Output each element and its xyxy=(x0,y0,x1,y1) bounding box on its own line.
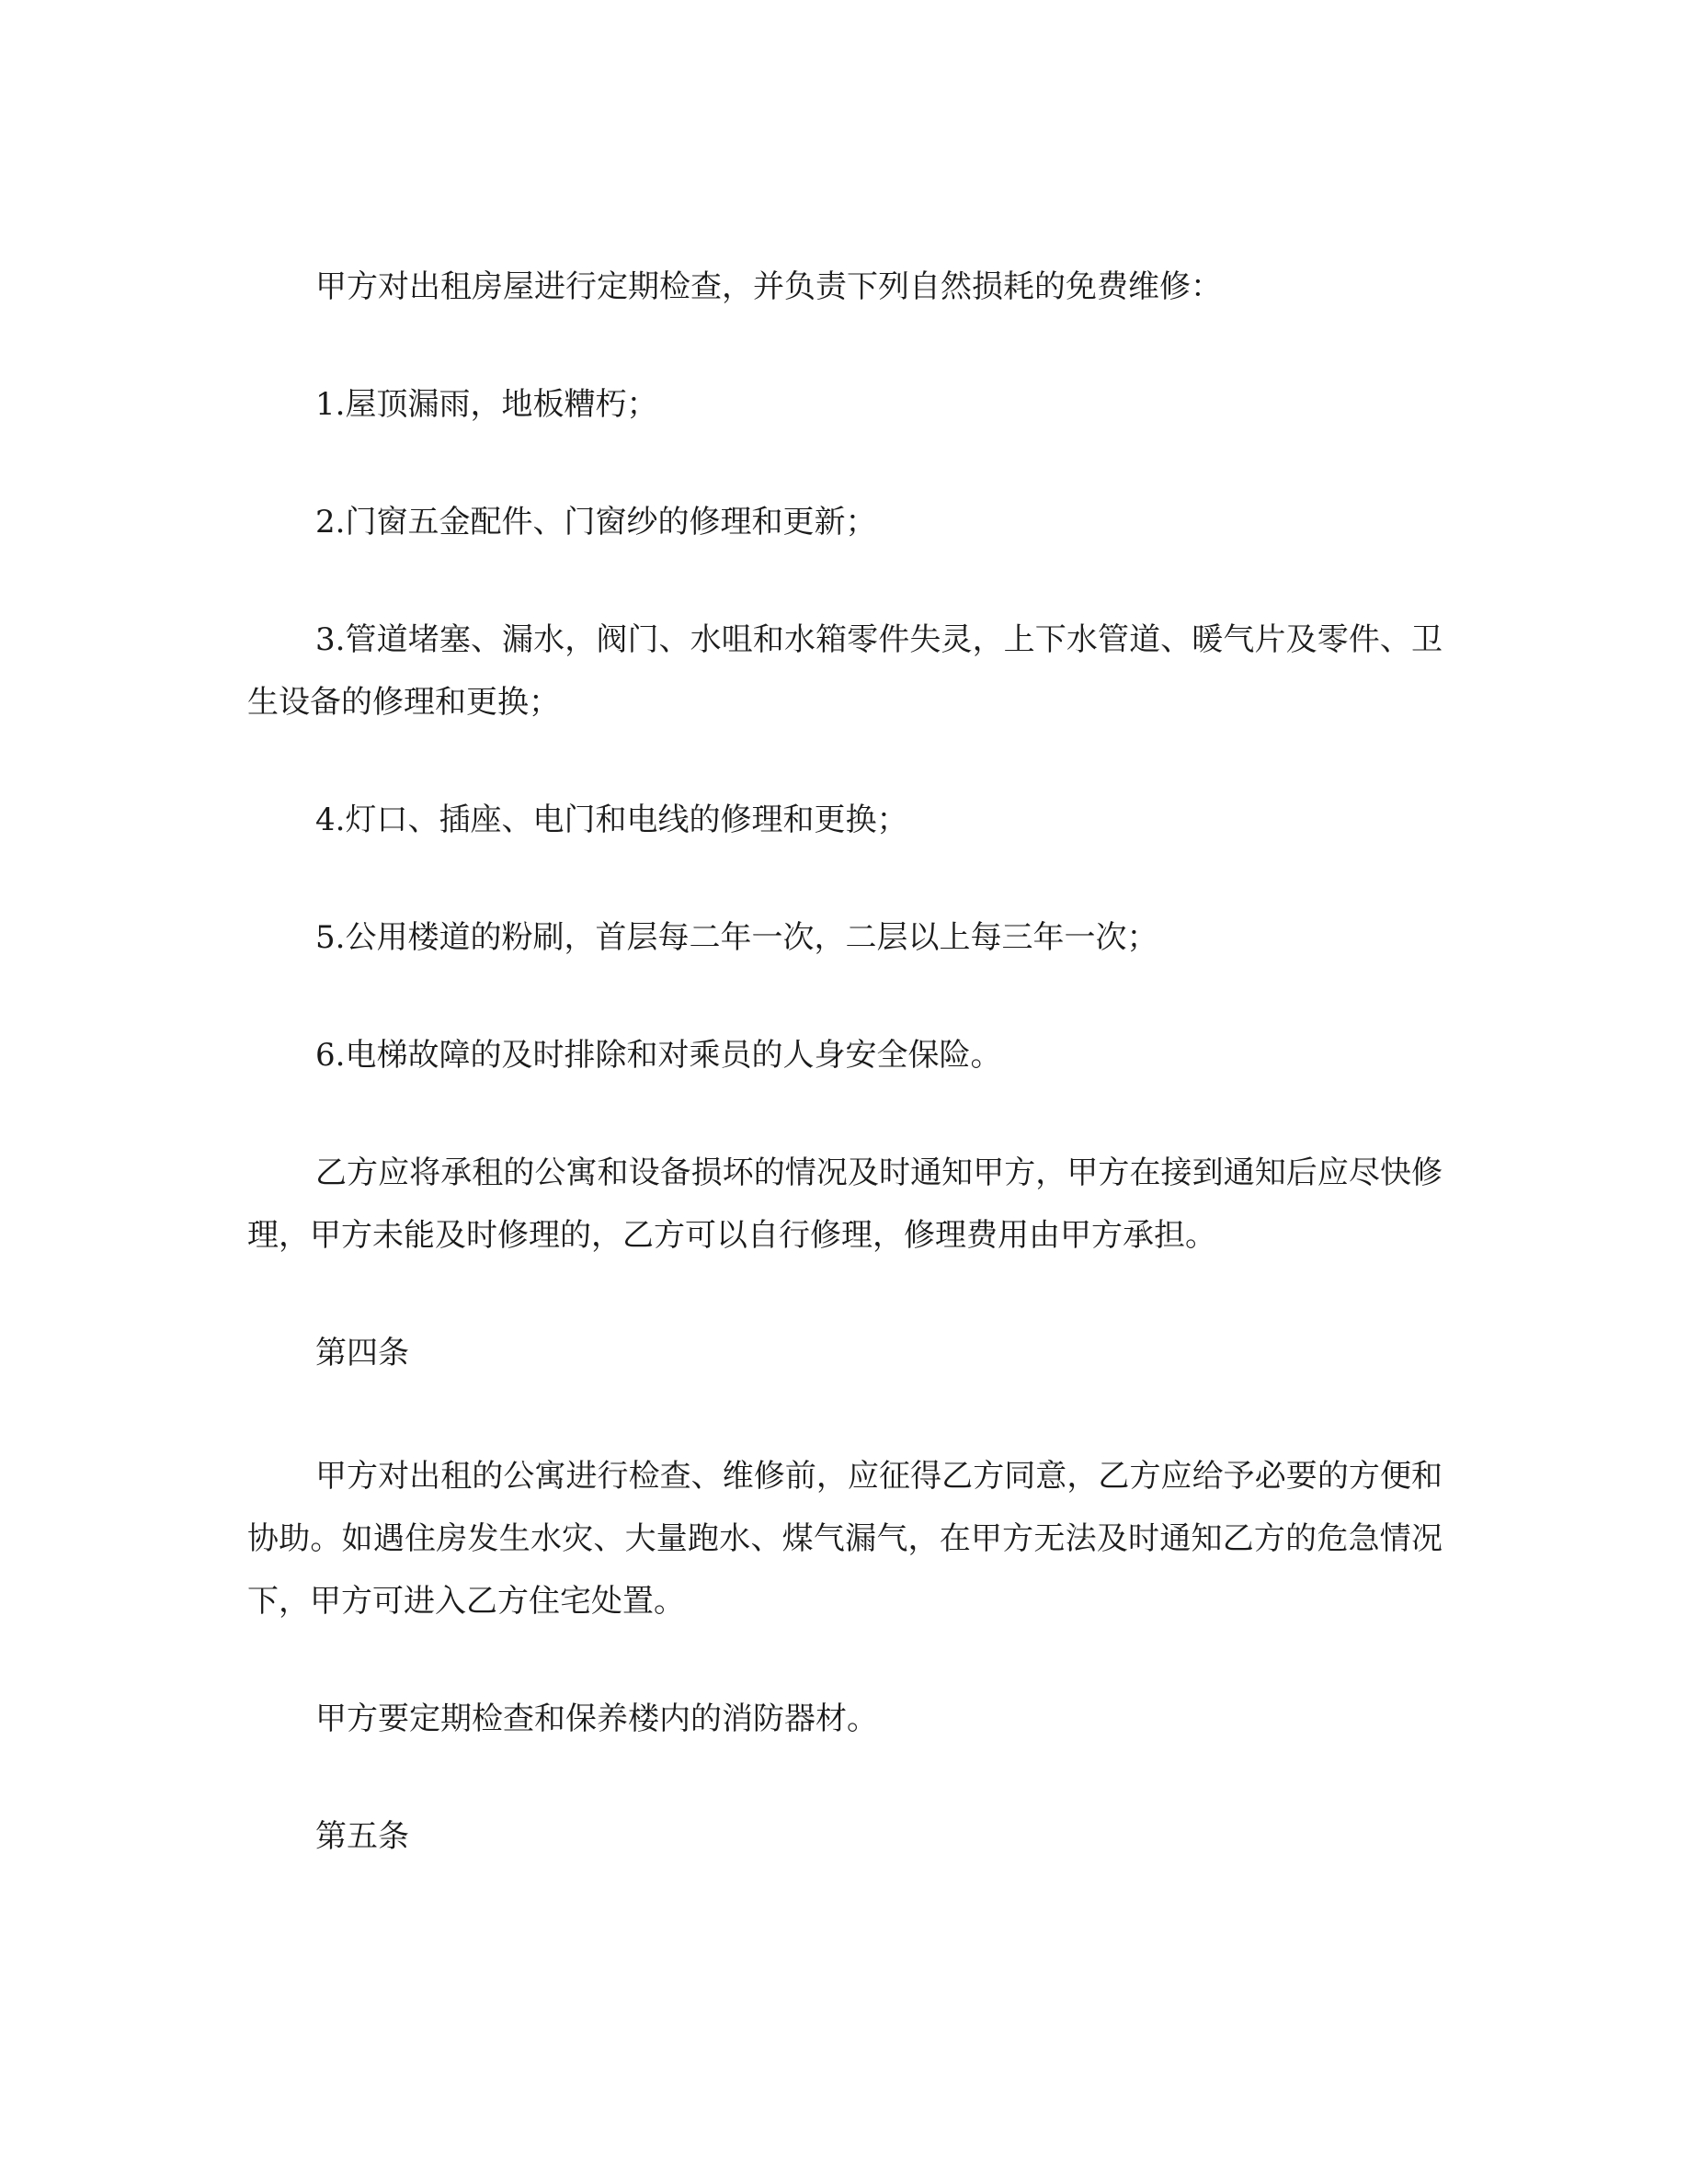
list-item-doors-windows: 2.门窗五金配件、门窗纱的修理和更新； xyxy=(315,504,877,540)
paragraph-fire-equipment: 甲方要定期检查和保养楼内的消防器材。 xyxy=(315,1701,878,1737)
list-item-roof-floor: 1.屋顶漏雨，地板糟朽； xyxy=(315,386,658,423)
list-item-elevator: 6.电梯故障的及时排除和对乘员的人身安全保险。 xyxy=(315,1037,1002,1074)
list-item-plumbing: 3.管道堵塞、漏水，阀门、水咀和水箱零件失灵，上下水管道、暖气片及零件、卫生设备的修理和更换； xyxy=(247,621,1443,721)
document-body xyxy=(247,256,1443,1928)
section-heading-article-4: 第四条 xyxy=(315,1335,409,1371)
paragraph-tenant-notice: 乙方应将承租的公寓和设备损坏的情况及时通知甲方，甲方在接到通知后应尽快修理，甲方未能及时修理的，乙方可以自行修理，修理费用由甲方承担。 xyxy=(247,1155,1443,1254)
paragraph-landlord-inspection: 甲方对出租房屋进行定期检查，并负责下列自然损耗的免费维修： xyxy=(315,268,1222,305)
section-heading-article-5: 第五条 xyxy=(315,1818,409,1855)
list-item-electrical: 4.灯口、插座、电门和电线的修理和更换； xyxy=(315,802,908,838)
list-item-corridor-painting: 5.公用楼道的粉刷，首层每二年一次，二层以上每三年一次； xyxy=(315,919,1158,956)
paragraph-inspection-consent: 甲方对出租的公寓进行检查、维修前，应征得乙方同意，乙方应给予必要的方便和协助。如遇住房发生水灾、大量跑水、煤气漏气，在甲方无法及时通知乙方的危急情况下，甲方可进入乙方住宅处置。 xyxy=(247,1458,1443,1620)
